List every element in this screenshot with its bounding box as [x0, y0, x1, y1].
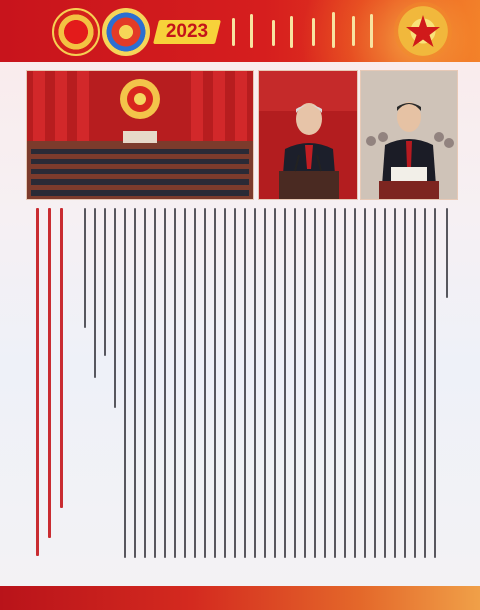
header-banner	[0, 0, 480, 62]
red-star-icon	[405, 14, 441, 48]
cppcc-emblem-icon	[102, 8, 150, 56]
year-label: 2023	[165, 21, 209, 42]
plenary-hall-photo	[26, 70, 254, 200]
speaker-at-podium-photo	[258, 70, 358, 200]
national-emblem-icon	[52, 8, 100, 56]
speaker-reading-report-photo	[360, 70, 458, 200]
mongolian-article-body	[22, 208, 462, 572]
footer-band	[0, 586, 480, 610]
mongolian-title-script	[228, 12, 378, 52]
